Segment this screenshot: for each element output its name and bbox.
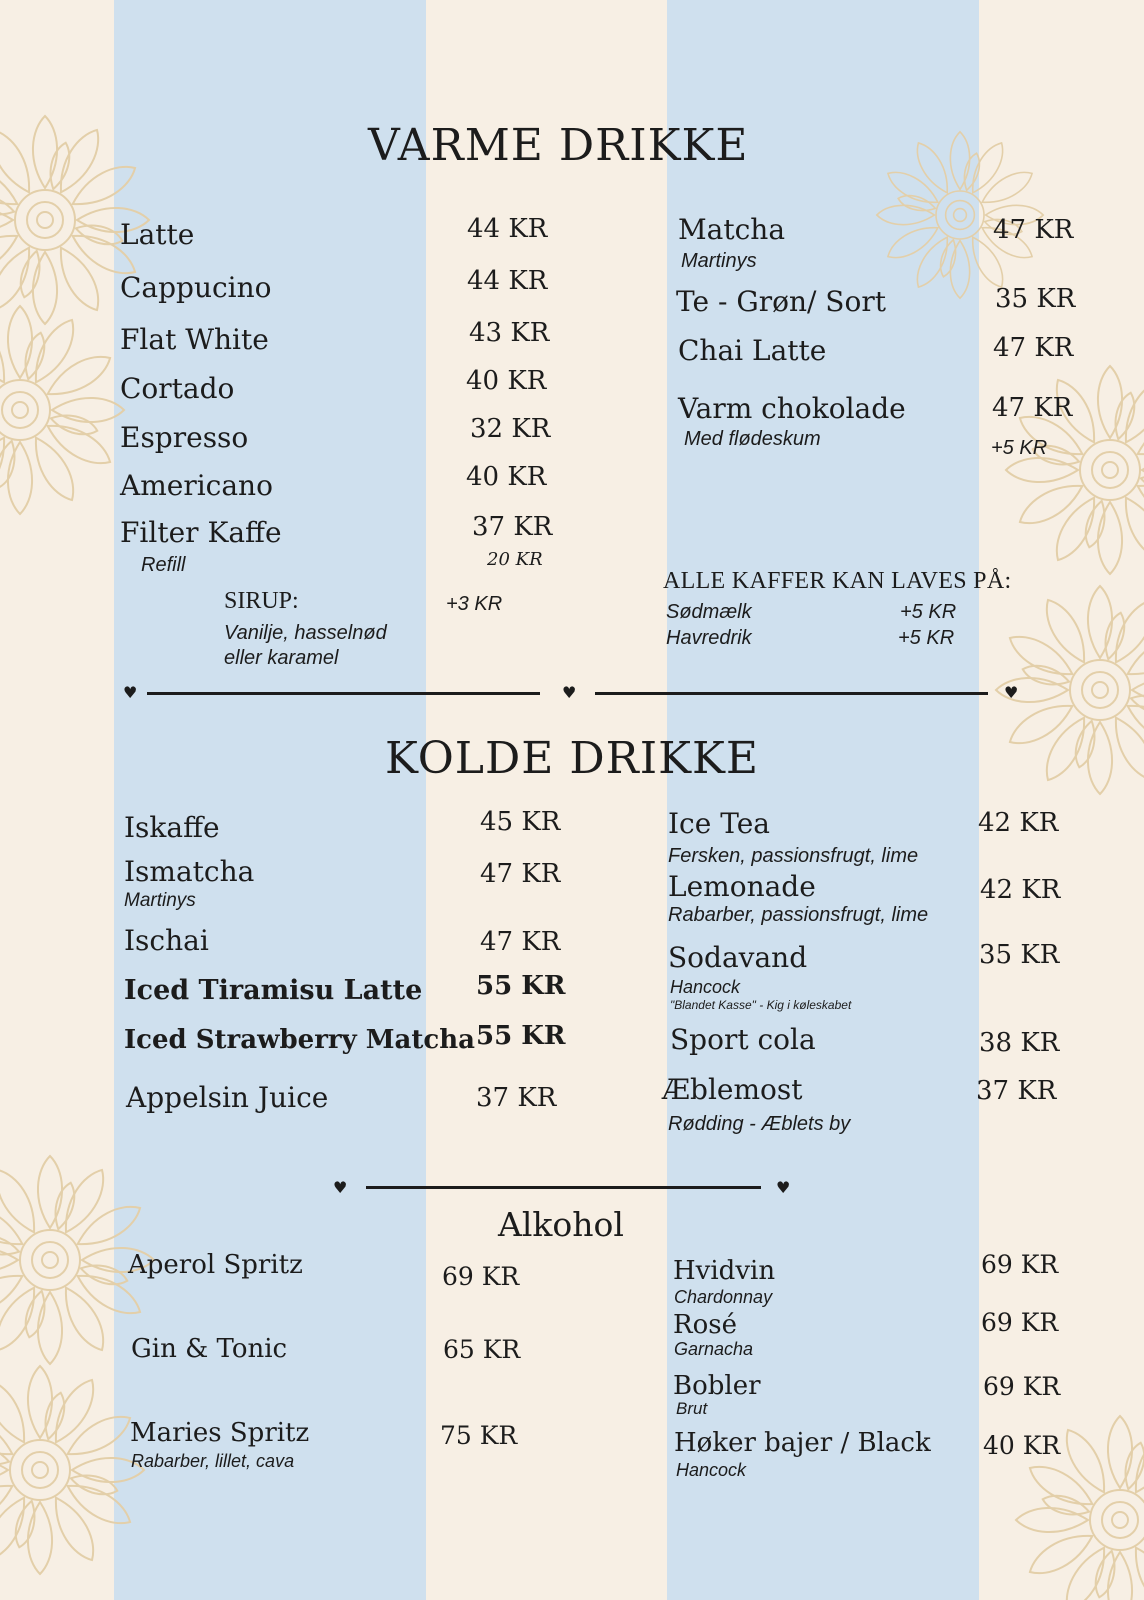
menu-item-price: 69 KR (983, 1372, 1061, 1401)
menu-item-name: Æblemost (662, 1073, 803, 1106)
alcohol-heading: Alkohol (498, 1205, 624, 1244)
menu-item-note: Fersken, passionsfrugt, lime (668, 845, 919, 867)
menu-item-price: 42 KR (978, 808, 1059, 838)
heart-icon: ♥ (123, 683, 138, 702)
menu-item-name: Varm chokolade (678, 392, 906, 425)
menu-item-price: 44 KR (467, 266, 548, 296)
divider-line (366, 1186, 761, 1189)
menu-item-name: Bobler (673, 1371, 761, 1401)
menu-item-note: Martinys (681, 250, 757, 272)
milk-option-price: +5 KR (900, 601, 957, 623)
heart-icon: ♥ (333, 1178, 348, 1197)
menu-item-price: 47 KR (480, 927, 561, 957)
menu-item-price: 44 KR (467, 214, 548, 244)
menu-item-price: 40 KR (983, 1431, 1061, 1460)
menu-item-name: Americano (120, 469, 273, 502)
menu-item-name: Appelsin Juice (126, 1081, 329, 1114)
milk-options-label: ALLE KAFFER KAN LAVES PÅ: (663, 568, 1012, 594)
menu-item-name: Ismatcha (124, 855, 255, 888)
menu-item-note: "Blandet Kasse" - Kig i køleskabet (670, 998, 852, 1012)
menu-item-name: Høker bajer / Black (674, 1428, 931, 1458)
milk-option-name: Sødmælk (666, 601, 752, 623)
menu-item-note-price: 20 KR (487, 549, 543, 570)
menu-item-price: 69 KR (981, 1250, 1059, 1279)
menu-item-note: Garnacha (674, 1339, 754, 1359)
menu-item-price: 37 KR (476, 1083, 557, 1113)
menu-item-price: 47 KR (993, 215, 1074, 245)
menu-item-note: Martinys (124, 890, 196, 911)
menu-item-name: Cappucino (120, 271, 272, 304)
menu-item-price: 75 KR (440, 1421, 518, 1450)
menu-item-price: 55 KR (476, 1021, 566, 1051)
menu-item-name: Lemonade (668, 870, 816, 903)
menu-item-price: 37 KR (472, 512, 553, 542)
milk-option-name: Havredrik (666, 627, 752, 649)
heart-icon: ♥ (562, 683, 577, 702)
sirup-flavors: Vanilje, hasselnød (224, 622, 387, 644)
menu-item-note: Hancock (670, 977, 741, 997)
menu-item-price: 69 KR (442, 1262, 520, 1291)
menu-item-name: Sodavand (668, 941, 808, 974)
menu-item-note: Refill (141, 554, 186, 576)
menu-item-price: 38 KR (979, 1028, 1060, 1058)
hot-drinks-heading: VARME DRIKKE (368, 120, 749, 171)
menu-item-price: 65 KR (443, 1335, 521, 1364)
menu-item-note: Chardonnay (674, 1287, 773, 1307)
menu-item-price: 47 KR (993, 333, 1074, 363)
menu-item-note: Rabarber, lillet, cava (131, 1451, 295, 1471)
menu-item-name: Chai Latte (678, 334, 827, 367)
menu-item-price: 32 KR (470, 414, 551, 444)
menu-item-name: Rosé (673, 1310, 737, 1340)
menu-item-note: Brut (676, 1399, 708, 1418)
menu-item-name: Filter Kaffe (120, 516, 282, 549)
menu-item-note: Rødding - Æblets by (668, 1113, 851, 1135)
menu-item-name: Aperol Spritz (128, 1250, 303, 1280)
menu-item-price: 37 KR (976, 1076, 1057, 1106)
menu-item-name: Latte (120, 218, 195, 251)
menu-item-name: Hvidvin (673, 1256, 776, 1286)
menu-item-note: Med flødeskum (684, 428, 821, 450)
menu-item-name: Maries Spritz (130, 1418, 310, 1448)
menu-item-price: 35 KR (979, 940, 1060, 970)
menu-item-price: 47 KR (480, 859, 561, 889)
menu-item-note: Rabarber, passionsfrugt, lime (668, 904, 929, 926)
menu-item-price: 40 KR (466, 366, 547, 396)
menu-item-price: 43 KR (469, 318, 550, 348)
menu-item-name: Iskaffe (124, 811, 220, 844)
sirup-price: +3 KR (446, 593, 503, 615)
menu-item-name: Matcha (678, 213, 786, 246)
menu-item-price: 45 KR (480, 807, 561, 837)
menu-item-note-price: +5 KR (991, 437, 1048, 459)
menu-item-note: Hancock (676, 1460, 747, 1480)
heart-icon: ♥ (776, 1178, 791, 1197)
menu-item-name: Espresso (120, 421, 249, 454)
menu-item-price: 55 KR (476, 971, 566, 1001)
menu-item-name: Ischai (124, 924, 209, 957)
cold-drinks-heading: KOLDE DRIKKE (385, 733, 760, 784)
menu-item-name: Te - Grøn/ Sort (676, 285, 886, 318)
milk-option-price: +5 KR (898, 627, 955, 649)
menu-item-name: Ice Tea (668, 807, 770, 840)
sirup-label: SIRUP: (224, 588, 299, 614)
menu-item-name: Flat White (120, 323, 269, 356)
divider-line (147, 692, 540, 695)
menu-item-name: Iced Strawberry Matcha (124, 1025, 475, 1055)
menu-item-price: 40 KR (466, 462, 547, 492)
divider-line (595, 692, 988, 695)
menu-item-name: Iced Tiramisu Latte (124, 975, 423, 1006)
heart-icon: ♥ (1004, 683, 1019, 702)
menu-item-price: 47 KR (992, 393, 1073, 423)
menu-item-price: 69 KR (981, 1308, 1059, 1337)
menu-item-name: Gin & Tonic (131, 1334, 288, 1364)
menu-item-price: 42 KR (980, 875, 1061, 905)
menu-item-name: Cortado (120, 372, 235, 405)
menu-item-price: 35 KR (995, 284, 1076, 314)
sirup-flavors: eller karamel (224, 647, 339, 669)
menu-item-name: Sport cola (670, 1023, 816, 1056)
